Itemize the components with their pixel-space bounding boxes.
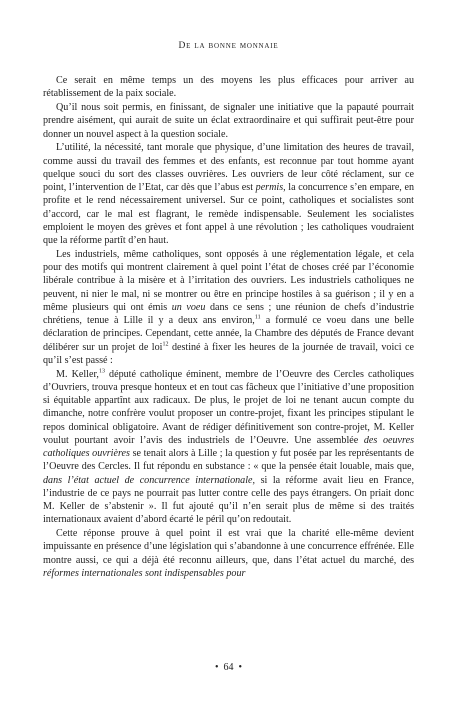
paragraph — [43, 527, 414, 580]
paragraph — [43, 248, 414, 367]
page-folio — [0, 662, 457, 673]
footnote-marker: 11 — [254, 314, 261, 321]
paragraph — [43, 368, 414, 527]
italic-text: permis, — [255, 182, 286, 193]
text-run: M. Keller, — [56, 368, 99, 380]
text-run: député catholique éminent, membre de l’Oeuvre des Cercles catholiques d’Ouvriers, trouva presque honteux et en tout cas fâcheux que l’initiative d’une proposition si équitable appartînt aux radicaux. De plus, le projet de loi ne tenant aucun compte du dimanche, notre confrère voulut proposer un contre-projet, fixant les principes stipulant le repos dominical obligatoire. Avant de rédiger définitivement son contre-projet, M. Keller voulut pourtant avoir l’avis des industriels de l’Oeuvre. Une assemblée — [43, 368, 414, 446]
italic-text: réformes internationales sont indispensables pour — [43, 567, 246, 579]
body-text — [43, 74, 414, 580]
folio-ornament-left: • — [214, 662, 219, 673]
paragraph — [43, 141, 414, 247]
text-run: Cette réponse prouve à quel point il est vrai que la charité elle-même devient impuissante en présence d’une législation qui s’abandonne à une concurrence effrénée. Elle montre aussi, ce qui a déjà été reconnu ailleurs, que, dans l’état actuel du marché, des — [43, 528, 414, 566]
italic-text: dans l’état actuel de concurrence internationale, — [43, 474, 256, 486]
footnote-marker: 12 — [162, 341, 169, 348]
italic-text: des oeuvres catholiques ouvrières — [43, 434, 414, 459]
text-run: si la réforme avait lieu en France, l’industrie de ce pays ne pourrait pas lutter contre celle des pays étrangers. On priait donc M. Keller de s’abstenir ». Il fut ajouté qu’il n’en serait plus de même si des traités internationaux avaient d’abord écarté le péril qu’on redoutait. — [43, 474, 415, 526]
running-head: De la bonne monnaie — [178, 41, 279, 51]
text-run: Les industriels, même catholiques, sont opposés à une réglementation légale, et cela pour des motifs qui montrent clairement à quel point l’état de choses créé par l’économie libérale contribue à la misère et à l’irritation des ouvriers. Les industriels catholiques ne peuvent, ni nier le mal, ni se montrer ou être en principe hostiles à sa guérison ; il y en a même plusieurs qui ont émis — [43, 248, 414, 313]
text-run: dans ce sens ; une réunion de chefs d’industrie chrétiens, tenue à Lille il y a deux ans environ, — [43, 301, 415, 326]
footnote-marker: 13 — [98, 368, 105, 375]
text-run: la concurrence s’en empare, en profite et le rend nécessairement universel. Sur ce point, catholiques et socialistes sont d’accord, car le mal est flagrant, le remède indispensable. Seulement les socialistes emploient le moyen des grèves et font appel à une révolution ; les catholiques voudraient que la réforme partît d’en haut. — [43, 182, 414, 246]
page-number: 64 — [223, 662, 234, 673]
paragraph — [43, 74, 414, 101]
text-run: se tenait alors à Lille ; la question y fut posée par les représentants de l’Oeuvre des Cercles. Il fut répondu en substance : « que la pensée était louable, mais que, — [43, 448, 414, 473]
italic-text: un voeu — [171, 301, 206, 313]
text-run: a formulé ce voeu dans une belle déclaration de principes. Cependant, cette année, la Chambre des députés de France devant délibérer sur un projet de loi — [43, 315, 414, 353]
text-run: Ce serait en même temps un des moyens les plus efficaces pour arriver au rétablissement de la paix sociale. — [43, 75, 414, 100]
text-run: Qu’il nous soit permis, en finissant, de signaler une initiative que la papauté pourrait prendre aisément, qui aurait de suite un éclat extraordinaire et qui suffirait peut-être pour donner un nouvel aspect à la question sociale. — [43, 102, 414, 140]
text-run: L’utilité, la nécessité, tant morale que physique, d’une limitation des heures de travail, comme aussi du travail des femmes et des enfants, est reconnue par tout homme ayant quelque souci du sort des classes ouvrières. Les ouvriers de leur côté réclament, sur ce point, l’intervention de l’Etat, car dès que l’abus est — [43, 142, 414, 193]
text-run: destiné à fixer les heures de la journée de travail, voici ce qu’il s’est passé : — [43, 341, 415, 366]
paragraph — [43, 101, 414, 141]
folio-ornament-right: • — [238, 662, 243, 673]
